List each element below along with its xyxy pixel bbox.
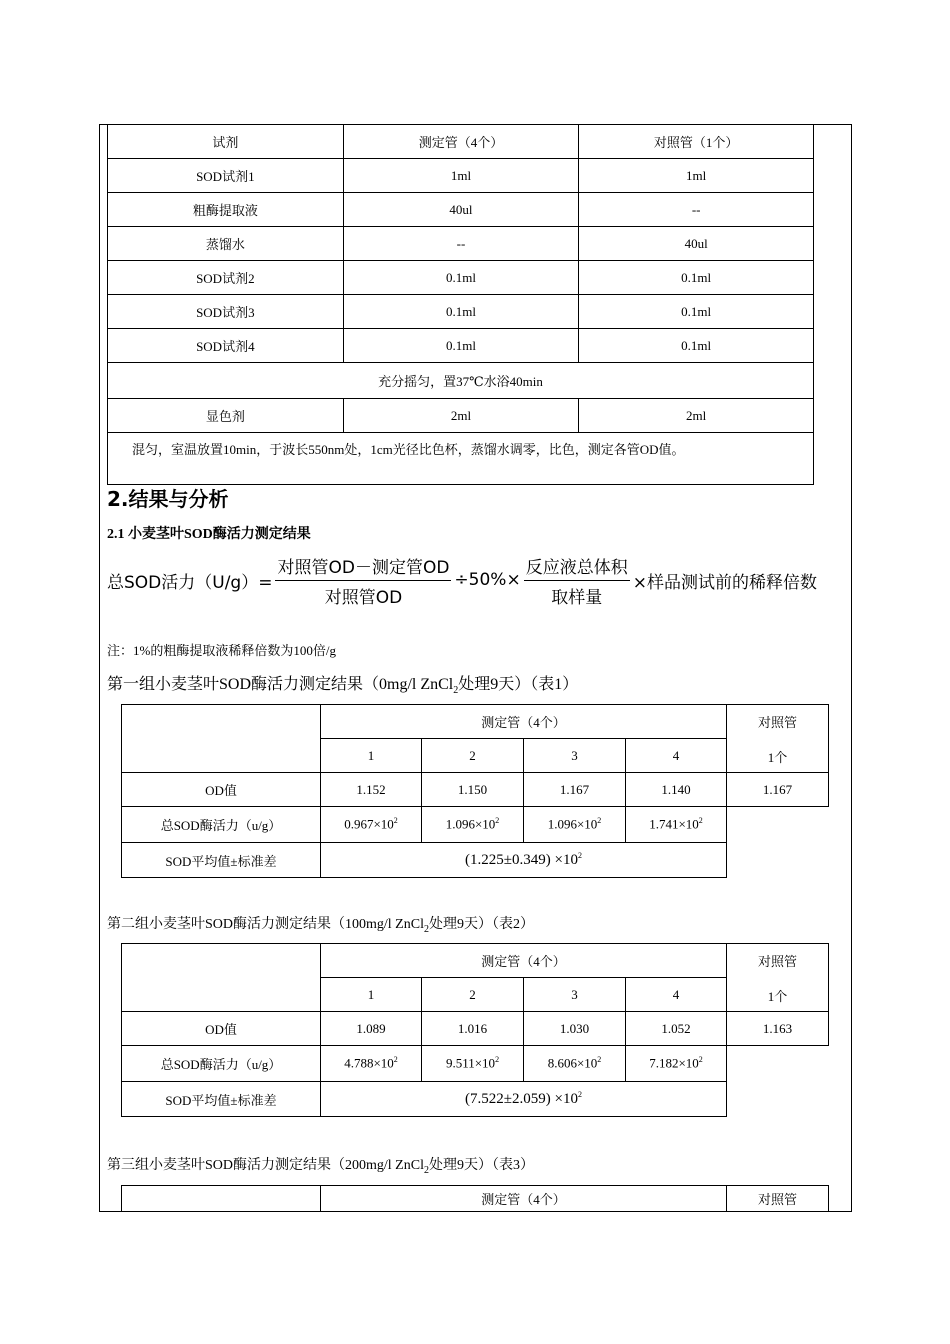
caption-subscript: 2: [423, 1164, 429, 1176]
od-value: 1.167: [524, 773, 626, 807]
table-row: [108, 193, 814, 227]
empty-cell: [727, 1046, 829, 1082]
caption-text: 第三组小麦茎叶SOD酶活力测定结果（200mg/l ZnCl: [107, 1158, 424, 1173]
table-row: [108, 159, 814, 193]
empty-cell: [727, 1082, 829, 1117]
exp-unit: ×10: [373, 1055, 394, 1071]
table-cell: 0.1ml: [579, 295, 814, 329]
activity-value: [524, 1046, 626, 1082]
header-cell: 测定管（4个）: [321, 705, 727, 739]
table-cell: 蒸馏水: [108, 227, 344, 261]
od-value: 1.089: [321, 1012, 422, 1046]
activity-value: [321, 807, 422, 843]
formula-numerator: 反应液总体积: [524, 553, 630, 581]
final-note-cell: 混匀，室温放置10min，于波长550nm处，1cm光径比色杯，蒸馏水调零，比色，测定各管OD值。: [108, 433, 814, 485]
subsection-title: 2.1 小麦茎叶SOD酶活力测定结果: [107, 527, 311, 542]
caption-text: 第一组小麦茎叶SOD酶活力测定结果（0mg/l ZnCl: [107, 676, 454, 693]
table1-caption: [107, 671, 578, 696]
table-cell: 1ml: [343, 159, 579, 193]
activity-value: [422, 807, 524, 843]
table-row: [122, 1082, 829, 1117]
exp-unit: ×10: [678, 1055, 699, 1071]
table-row: [122, 1186, 829, 1212]
table-cell: --: [343, 227, 579, 261]
table-row: [122, 1046, 829, 1082]
row-label: OD值: [122, 773, 321, 807]
table-row: [108, 329, 814, 363]
caption-subscript: 2: [453, 685, 459, 697]
activity-mantissa: 1.741: [649, 816, 679, 832]
od-control-value: 1.167: [727, 773, 829, 807]
activity-mantissa: 7.182: [649, 1055, 679, 1071]
od-control-value: 1.163: [727, 1012, 829, 1046]
formula-fraction-od: [275, 553, 451, 608]
control-count: 1个: [767, 988, 788, 1004]
sod-formula: [107, 555, 817, 608]
exp-power: 2: [495, 1055, 500, 1065]
caption-text: 第二组小麦茎叶SOD酶活力测定结果（100mg/l ZnCl: [107, 917, 424, 932]
exp-unit: ×10: [576, 1055, 598, 1071]
table-cell: SOD试剂4: [108, 329, 344, 363]
tube-number: 1: [321, 978, 422, 1012]
tube-number: 4: [626, 978, 727, 1012]
od-value: 1.016: [422, 1012, 524, 1046]
tube-number: 3: [524, 739, 626, 773]
corner-cell: [122, 705, 321, 773]
table-row: [108, 125, 814, 159]
control-header-cell: 对照管: [727, 1186, 829, 1212]
table-row: [122, 773, 829, 807]
exp-power: 2: [698, 1055, 703, 1065]
activity-value: [422, 1046, 524, 1082]
table-cell: SOD试剂3: [108, 295, 344, 329]
formula-denominator: 对照管OD: [324, 587, 403, 608]
activity-mantissa: 0.967: [344, 816, 374, 832]
tube-number: 3: [524, 978, 626, 1012]
table-cell: 40ul: [579, 227, 814, 261]
corner-cell: [122, 944, 321, 1012]
row-label: 总SOD酶活力（u/g）: [122, 1046, 321, 1082]
table-row: [122, 1012, 829, 1046]
formula-fraction-volume: [524, 553, 630, 608]
caption-text: 处理9天）（表1）: [458, 676, 579, 693]
control-header-cell: [727, 944, 829, 1012]
table-cell: 显色剂: [108, 399, 344, 433]
table-cell: 0.1ml: [343, 261, 579, 295]
control-header-cell: [727, 705, 829, 773]
activity-value: [626, 1046, 727, 1082]
table2-caption: [107, 913, 534, 935]
exp-power: 2: [393, 1055, 398, 1065]
table-row: [122, 843, 829, 878]
tube-number: 2: [422, 978, 524, 1012]
row-label: OD值: [122, 1012, 321, 1046]
mean-value: [321, 843, 727, 878]
mean-mantissa: (7.522±2.059): [465, 1091, 551, 1107]
od-value: 1.052: [626, 1012, 727, 1046]
table-cell: SOD试剂2: [108, 261, 344, 295]
control-count: 1个: [767, 749, 788, 765]
control-label: 对照管: [757, 953, 797, 969]
result-table-1: [121, 704, 829, 878]
row-label: SOD平均值±标准差: [122, 843, 321, 878]
activity-mantissa: 8.606: [547, 1055, 577, 1071]
exp-power: 2: [393, 816, 398, 826]
exp-unit: ×10: [678, 816, 699, 832]
mean-value: [321, 1082, 727, 1117]
table-row: [108, 227, 814, 261]
result-table-3: [121, 1185, 829, 1212]
activity-mantissa: 1.096: [445, 816, 475, 832]
empty-cell: [727, 807, 829, 843]
tube-number: 1: [321, 739, 422, 773]
od-value: 1.150: [422, 773, 524, 807]
activity-value: [524, 807, 626, 843]
table-cell: 0.1ml: [343, 295, 579, 329]
control-label: 对照管: [757, 714, 797, 730]
table-cell: 粗酶提取液: [108, 193, 344, 227]
section-title: 2.结果与分析: [107, 487, 229, 511]
caption-text: 处理9天）（表2）: [428, 917, 534, 932]
table-row: [122, 807, 829, 843]
table-cell: 40ul: [343, 193, 579, 227]
table-cell: 2ml: [343, 399, 579, 433]
table-row: [122, 705, 829, 739]
dilution-note: 注：1%的粗酶提取液稀释倍数为100倍/g: [107, 643, 336, 658]
tube-number: 2: [422, 739, 524, 773]
header-cell: 测定管（4个）: [321, 944, 727, 978]
exp-power: 2: [597, 816, 602, 826]
corner-cell: [122, 1186, 321, 1212]
activity-mantissa: 4.788: [344, 1055, 374, 1071]
exp-unit: ×10: [576, 816, 598, 832]
table-row: [108, 363, 814, 399]
exp-power: 2: [597, 1055, 602, 1065]
formula-tail: ×样品测试前的稀释倍数: [632, 572, 817, 593]
header-cell: 测定管（4个）: [343, 125, 579, 159]
exp-power: 2: [577, 851, 582, 860]
caption-text: 处理9天）（表3）: [428, 1158, 534, 1173]
od-value: 1.030: [524, 1012, 626, 1046]
reagent-table: [107, 124, 814, 485]
caption-subscript: 2: [423, 923, 429, 935]
tube-number: 4: [626, 739, 727, 773]
formula-denominator: 取样量: [551, 587, 603, 608]
exp-power: 2: [495, 816, 500, 826]
table3-caption: [107, 1154, 534, 1176]
table-row: [122, 944, 829, 978]
table-row: [108, 399, 814, 433]
exp-unit: ×10: [373, 816, 394, 832]
activity-mantissa: 9.511: [445, 1055, 475, 1071]
od-value: 1.152: [321, 773, 422, 807]
table-row: [108, 433, 814, 485]
formula-numerator: 对照管OD－测定管OD: [275, 553, 451, 581]
exp-unit: ×10: [554, 1091, 578, 1107]
activity-value: [321, 1046, 422, 1082]
table-cell: SOD试剂1: [108, 159, 344, 193]
exp-power: 2: [698, 816, 703, 826]
exp-unit: ×10: [474, 1055, 496, 1071]
mean-mantissa: (1.225±0.349): [465, 852, 551, 868]
activity-mantissa: 1.096: [547, 816, 577, 832]
formula-mid: ÷50%×: [454, 570, 521, 590]
header-cell: 试剂: [108, 125, 344, 159]
header-cell: 测定管（4个）: [321, 1186, 727, 1212]
result-table-2: [121, 943, 829, 1117]
row-label: SOD平均值±标准差: [122, 1082, 321, 1117]
exp-unit: ×10: [474, 816, 496, 832]
empty-cell: [727, 843, 829, 878]
table-row: [108, 261, 814, 295]
table-cell: 2ml: [579, 399, 814, 433]
exp-unit: ×10: [554, 852, 578, 868]
od-value: 1.140: [626, 773, 727, 807]
table-cell: 0.1ml: [579, 329, 814, 363]
table-cell: 0.1ml: [579, 261, 814, 295]
table-row: [108, 295, 814, 329]
table-cell: 1ml: [579, 159, 814, 193]
row-label: 总SOD酶活力（u/g）: [122, 807, 321, 843]
formula-lhs: 总SOD活力（U/g）=: [107, 572, 273, 593]
activity-value: [626, 807, 727, 843]
header-cell: 对照管（1个）: [579, 125, 814, 159]
incubation-cell: 充分摇匀，置37℃水浴40min: [108, 363, 814, 399]
table-cell: 0.1ml: [343, 329, 579, 363]
exp-power: 2: [577, 1090, 582, 1099]
table-cell: --: [579, 193, 814, 227]
